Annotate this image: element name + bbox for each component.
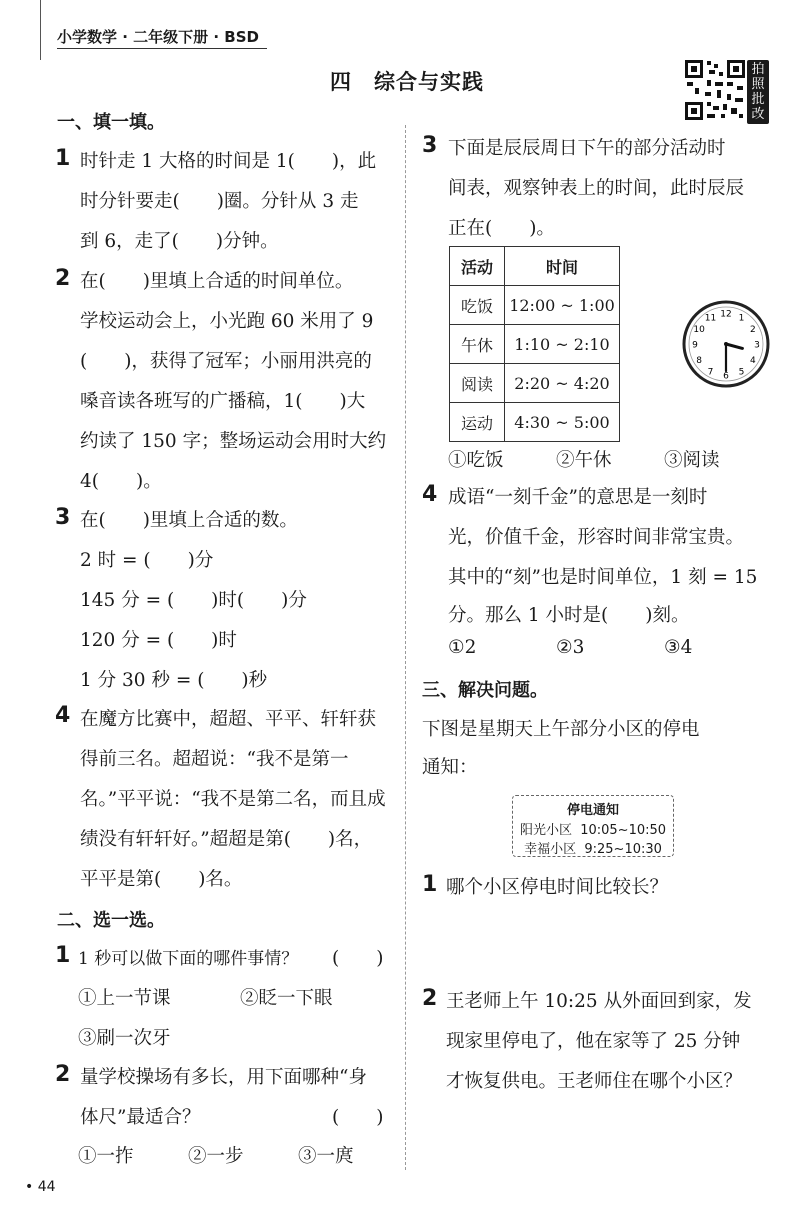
table-row xyxy=(450,286,620,325)
clock-numeral: 10 xyxy=(693,325,705,335)
page-title: 四 综合与实践 xyxy=(330,70,484,94)
option-item[interactable]: ③一庹 xyxy=(298,1146,354,1167)
clock-numeral: 12 xyxy=(720,309,732,320)
clock-icon xyxy=(681,299,771,389)
notice-title: 停电通知 xyxy=(566,803,619,818)
margin-line xyxy=(40,0,41,60)
answer-paren: ( ) xyxy=(332,1107,384,1128)
activity-cell: 阅读 xyxy=(450,364,505,403)
time-cell: 12:00 ~ 1:00 xyxy=(505,286,620,325)
solve-q1-line: 哪个小区停电时间比较长？ xyxy=(446,877,669,898)
table-header-time: 时间 xyxy=(505,247,620,286)
activity-timetable xyxy=(449,246,620,442)
qr-code-icon[interactable] xyxy=(683,58,747,122)
q2-line: 约读了 150 字；整场运动会用时大约 xyxy=(80,431,387,452)
q3-line: 145 分 = ( )时( )分 xyxy=(80,590,307,611)
solve-q2-line: 现家里停电了，他在家等了 25 分钟 xyxy=(446,1031,741,1052)
q2-line: 嗓音读各班写的广播稿，1( )大 xyxy=(80,391,366,412)
option-item[interactable]: ①吃饭 xyxy=(448,450,504,471)
time-cell: 1:10 ~ 2:10 xyxy=(505,325,620,364)
activity-cell: 吃饭 xyxy=(450,286,505,325)
q3-line: 1 分 30 秒 = ( )秒 xyxy=(80,670,268,691)
activity-cell: 午休 xyxy=(450,325,505,364)
power-outage-notice xyxy=(512,795,674,857)
notice-row: 阳光小区 10:05~10:50 xyxy=(519,823,667,838)
clock-center xyxy=(724,342,728,346)
q1-line: 时分针要走( )圈。分针从 3 走 xyxy=(80,191,359,212)
choice-q1-stem: 1 秒可以做下面的哪件事情？ xyxy=(78,949,299,969)
q2-line: 在( )里填上合适的时间单位。 xyxy=(80,271,354,292)
option-item[interactable]: ①2 xyxy=(448,637,477,658)
book-header: 小学数学 · 二年级下册 · BSD xyxy=(57,28,259,46)
answer-paren: ( ) xyxy=(332,948,384,969)
q4-line: 得前三名。超超说：“我不是第一 xyxy=(80,749,349,770)
option-item[interactable]: ③阅读 xyxy=(664,450,720,471)
table-row xyxy=(450,403,620,442)
q4-line: 绩没有轩轩好。”超超是第( )名， xyxy=(80,829,373,850)
clock-numeral: 6 xyxy=(723,371,729,382)
question-number: 1 xyxy=(55,943,71,968)
q4-line: 在魔方比赛中，超超、平平、轩轩获 xyxy=(80,709,377,730)
page-number: • 44 xyxy=(25,1179,56,1195)
question-number: 2 xyxy=(55,1062,71,1087)
time-cell: 4:30 ~ 5:00 xyxy=(505,403,620,442)
question-number: 2 xyxy=(422,986,438,1011)
q4r-line: 分。那么 1 小时是( )刻。 xyxy=(448,605,690,626)
activity-cell: 运动 xyxy=(450,403,505,442)
column-divider xyxy=(405,125,407,1170)
section-fill-in: 一、填一填。 xyxy=(57,112,165,133)
q2-line: 学校运动会上，小光跑 60 米用了 9 xyxy=(80,311,374,332)
question-number: 3 xyxy=(422,133,438,158)
option-item[interactable]: ②一步 xyxy=(188,1146,244,1167)
notice-row: 幸福小区 9:25~10:30 xyxy=(524,842,662,857)
time-cell: 2:20 ~ 4:20 xyxy=(505,364,620,403)
clock-numeral: 1 xyxy=(738,313,745,324)
option-item[interactable]: ②3 xyxy=(556,637,585,658)
q4r-line: 成语“一刻千金”的意思是一刻时 xyxy=(448,487,708,508)
q3-line: 在( )里填上合适的数。 xyxy=(80,510,298,531)
intro-line: 下图是星期天上午部分小区的停电 xyxy=(422,719,700,740)
section-choose: 二、选一选。 xyxy=(57,910,165,931)
q3r-line: 下面是辰辰周日下午的部分活动时 xyxy=(448,138,726,159)
q1-line: 到 6，走了( )分钟。 xyxy=(80,231,279,252)
option-item[interactable]: ①一拃 xyxy=(78,1146,134,1167)
clock-numeral: 4 xyxy=(749,356,756,366)
q2-line: 4( )。 xyxy=(80,471,162,492)
q4r-line: 光，价值千金，形容时间非常宝贵。 xyxy=(448,527,745,548)
q3r-line: 正在( )。 xyxy=(448,218,555,239)
q3-line: 120 分 = ( )时 xyxy=(80,630,237,651)
option-item[interactable]: ②午休 xyxy=(556,450,612,471)
table-header-row xyxy=(450,247,620,286)
choice-q2-line: 体尺”最适合？ xyxy=(80,1107,201,1128)
q4r-line: 其中的“刻”也是时间单位，1 刻 = 15 xyxy=(448,567,758,588)
clock-numeral: 3 xyxy=(754,340,760,351)
clock-numeral: 9 xyxy=(692,340,698,351)
option-item[interactable]: ③刷一次牙 xyxy=(78,1028,171,1049)
q2-line: ( )，获得了冠军；小丽用洪亮的 xyxy=(80,351,372,372)
clock-numeral: 2 xyxy=(749,325,756,335)
table-row xyxy=(450,364,620,403)
q1-line: 时针走 1 大格的时间是 1( )，此 xyxy=(80,151,377,172)
solve-q2-line: 王老师上午 10:25 从外面回到家，发 xyxy=(446,991,752,1012)
intro-line: 通知： xyxy=(422,757,478,778)
q4-line: 平平是第( )名。 xyxy=(80,869,243,890)
question-number: 4 xyxy=(422,482,438,507)
option-item[interactable]: ②眨一下眼 xyxy=(240,988,333,1009)
question-number: 1 xyxy=(55,146,71,171)
question-number: 2 xyxy=(55,266,71,291)
q3r-line: 间表，观察钟表上的时间，此时辰辰 xyxy=(448,178,745,199)
solve-q2-line: 才恢复供电。王老师住在哪个小区？ xyxy=(446,1071,743,1092)
clock-numeral: 5 xyxy=(738,367,745,378)
q4-line: 名。”平平说：“我不是第二名，而且成 xyxy=(80,789,386,810)
scan-grade-tag[interactable]: 拍 照 批 改 xyxy=(747,60,769,124)
question-number: 4 xyxy=(55,703,71,728)
table-header-activity: 活动 xyxy=(450,247,505,286)
clock-numeral: 7 xyxy=(707,367,714,378)
table-row xyxy=(450,325,620,364)
section-solve: 三、解决问题。 xyxy=(422,680,548,701)
question-number: 1 xyxy=(422,872,438,897)
option-item[interactable]: ③4 xyxy=(664,637,693,658)
clock-numeral: 11 xyxy=(704,313,717,324)
option-item[interactable]: ①上一节课 xyxy=(78,988,171,1009)
q3-line: 2 时 = ( )分 xyxy=(80,550,214,571)
choice-q2-line: 量学校操场有多长，用下面哪种“身 xyxy=(80,1067,367,1088)
clock-numeral: 8 xyxy=(696,356,703,366)
question-number: 3 xyxy=(55,505,71,530)
header-rule xyxy=(57,48,267,49)
